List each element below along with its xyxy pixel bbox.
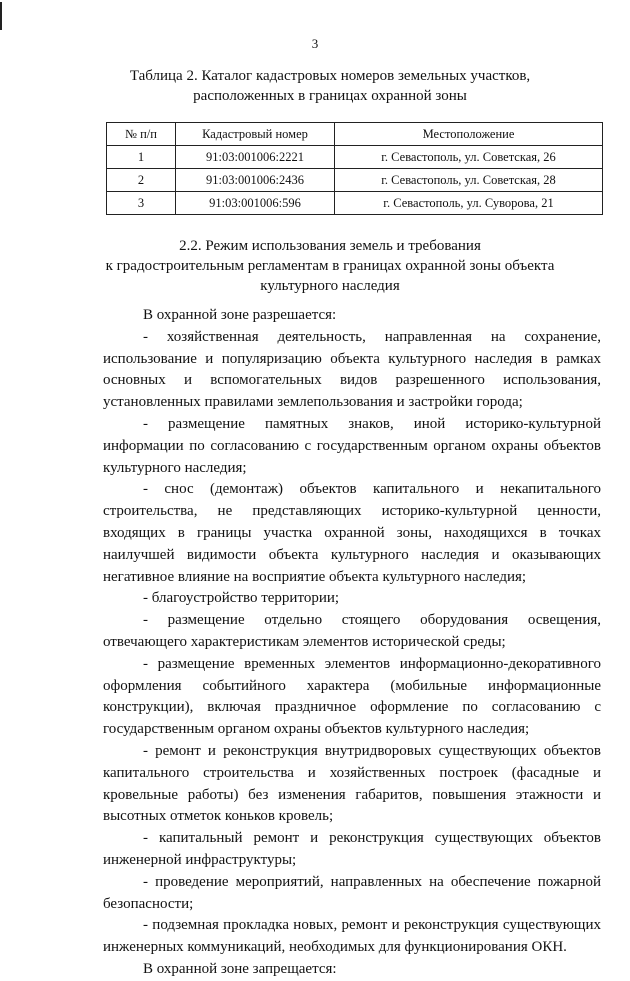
- table-row: [107, 192, 603, 215]
- column-header-location: Местоположение: [335, 123, 603, 146]
- list-item: - размещение отдельно стоящего оборудования освещения, отвечающего характеристикам элементов исторической среды;: [103, 612, 601, 650]
- table-title-line: расположенных в границах охранной зоны: [193, 88, 467, 104]
- cell-number: 1: [107, 146, 176, 169]
- list-item: - хозяйственная деятельность, направленная на сохранение, использование и популяризацию объекта культурного наследия в рамках основных и вспомогательных видов разрешенного использования, установленных правилами землепользования и застройки города;: [103, 328, 601, 411]
- cell-number: 2: [107, 169, 176, 192]
- list-item: - размещение временных элементов информационно-декоративного оформления событийного характера (мобильные информационные конструкции), включая праздничное оформление по согласованию с государственным органом охраны объектов культурного наследия;: [103, 655, 601, 738]
- section-title: [60, 236, 600, 296]
- section-title-line: 2.2. Режим использования земель и требования: [179, 238, 481, 254]
- prohibited-heading: В охранной зоне запрещается:: [143, 960, 337, 977]
- cell-cadastral-number: 91:03:001006:2436: [176, 169, 335, 192]
- section-title-line: культурного наследия: [260, 278, 400, 294]
- cell-cadastral-number: 91:03:001006:596: [176, 192, 335, 215]
- cell-location: г. Севастополь, ул. Советская, 26: [335, 146, 603, 169]
- body-text: [103, 305, 601, 981]
- table-header-row: [107, 123, 603, 146]
- list-item: - снос (демонтаж) объектов капитального и некапитального строительства, не представляющих историко-культурной ценности, входящих в границы участка охранной зоны, находящихся в точках наилучшей видимости объекта культурного наследия и оказывающих негативное влияние на восприятие объекта культурного наследия;: [103, 481, 601, 585]
- column-header-cadastral-number: Кадастровый номер: [176, 123, 335, 146]
- list-item: - подземная прокладка новых, ремонт и реконструкция существующих инженерных коммуникаций, необходимых для функционирования ОКН.: [103, 917, 601, 956]
- page-number: 3: [311, 36, 319, 51]
- cell-cadastral-number: 91:03:001006:2221: [176, 146, 335, 169]
- page-edge-mark: [0, 2, 2, 30]
- allowed-heading: В охранной зоне разрешается:: [143, 307, 337, 323]
- cadastral-table: [106, 122, 603, 215]
- table-title-line: Таблица 2. Каталог кадастровых номеров земельных участков,: [129, 68, 531, 84]
- list-item: - ремонт и реконструкция внутридворовых существующих объектов капитального строительства и хозяйственных построек (фасадные и кровельные работы) без изменения габаритов, повышения этажности и высотных отметок коньков кровель;: [103, 742, 601, 825]
- table-title: [60, 66, 600, 106]
- list-item: - благоустройство территории;: [143, 590, 340, 607]
- list-item: - проведение мероприятий, направленных на обеспечение пожарной безопасности;: [103, 873, 601, 912]
- list-item: - капитальный ремонт и реконструкция существующих объектов инженерной инфраструктуры;: [103, 830, 601, 868]
- cell-location: г. Севастополь, ул. Советская, 28: [335, 169, 603, 192]
- section-title-line: к градостроительным регламентам в границах охранной зоны объекта: [105, 258, 555, 274]
- table-row: [107, 169, 603, 192]
- list-item: - размещение памятных знаков, иной историко-культурной информации по согласованию с государственным органом охраны объектов культурного наследия;: [103, 415, 601, 476]
- table-row: [107, 146, 603, 169]
- cell-location: г. Севастополь, ул. Суворова, 21: [335, 192, 603, 215]
- column-header-number: № п/п: [107, 123, 176, 146]
- cell-number: 3: [107, 192, 176, 215]
